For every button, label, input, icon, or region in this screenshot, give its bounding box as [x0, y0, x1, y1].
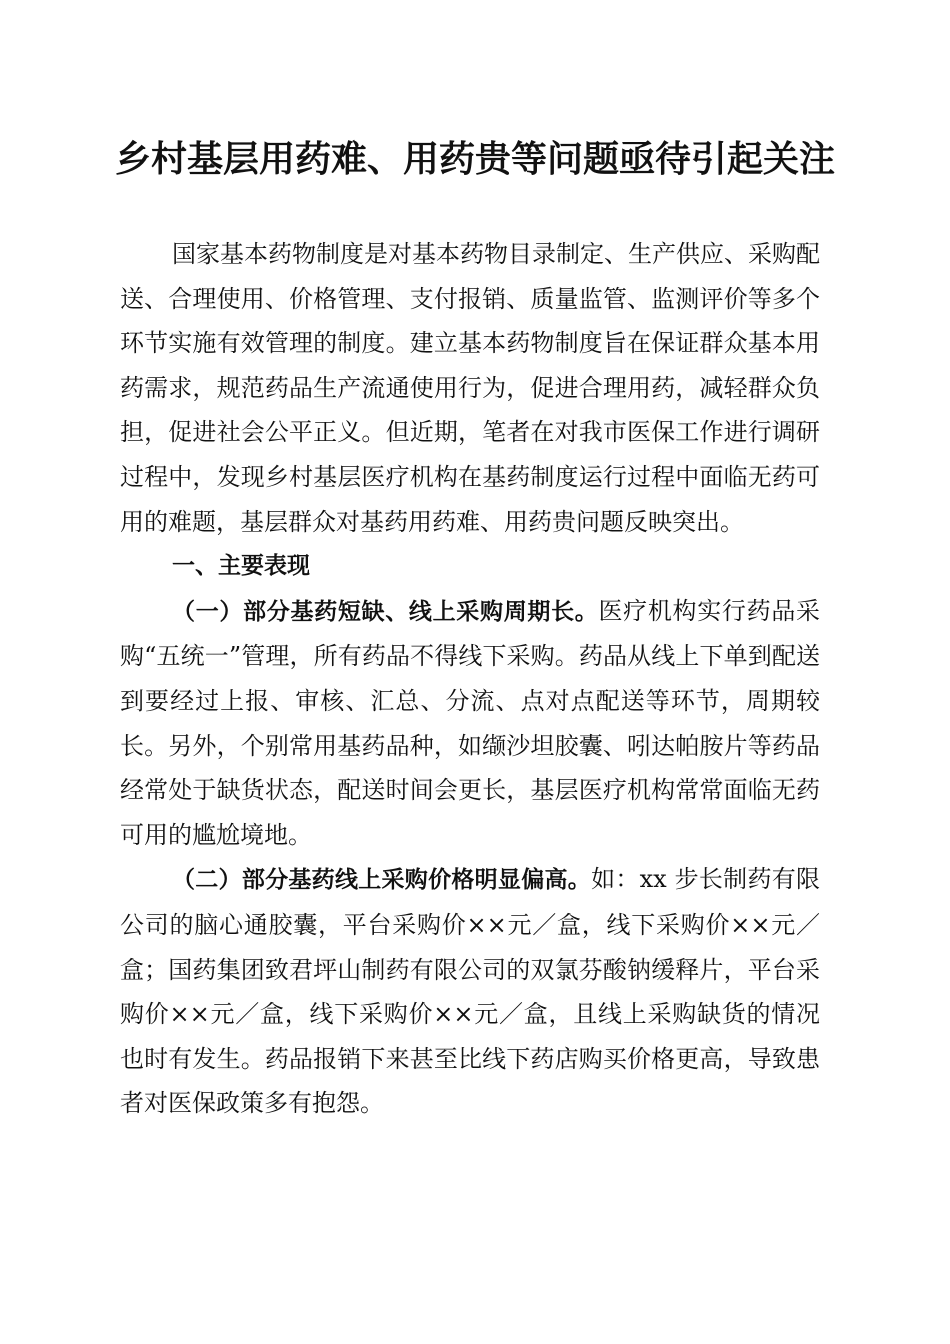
subsection-text-2: 如：xx 步长制药有限公司的脑心通胶囊，平台采购价××元／盒，线下采购价××元／盒；国药集团致君坪山制药有限公司的双氯芬酸钠缓释片，平台采购价××元／盒，线下采购价××元／盒，且线上采购缺货的情况也时有发生。药品报销下来甚至比线下药店购买价格更高，导致患者对医保政策多有抱怨。	[120, 865, 821, 1118]
subsection-heading-2: （二）部分基药线上采购价格明显偏高。	[172, 867, 592, 894]
intro-paragraph: 国家基本药物制度是对基本药物目录制定、生产供应、采购配送、合理使用、价格管理、支付报销、质量监管、监测评价等多个环节实施有效管理的制度。建立基本药物制度旨在保证群众基本用药需求，规范药品生产流通使用行为，促进合理用药，减轻群众负担，促进社会公平正义。但近期，笔者在对我市医保工作进行调研过程中，发现乡村基层医疗机构在基药制度运行过程中面临无药可用的难题，基层群众对基药用药难、用药贵问题反映突出。	[120, 240, 820, 536]
document-body	[120, 232, 820, 1126]
subsection-paragraph-1	[120, 589, 820, 858]
section-heading-main-performance: 一、主要表现	[172, 553, 310, 580]
subsection-heading-1: （一）部分基药短缺、线上采购周期长。	[172, 598, 599, 625]
document-title: 乡村基层用药难、用药贵等问题亟待引起关注	[114, 138, 835, 180]
subsection-text-1: 医疗机构实行药品采购“五统一”管理，所有药品不得线下采购。药品从线上下单到配送到要经过上报、审核、汇总、分流、点对点配送等环节，周期较长。另外，个别常用基药品种，如缬沙坦胶囊、吲达帕胺片等药品经常处于缺货状态，配送时间会更长，基层医疗机构常常面临无药可用的尴尬境地。	[120, 596, 821, 849]
subsection-paragraph-2	[120, 857, 820, 1126]
